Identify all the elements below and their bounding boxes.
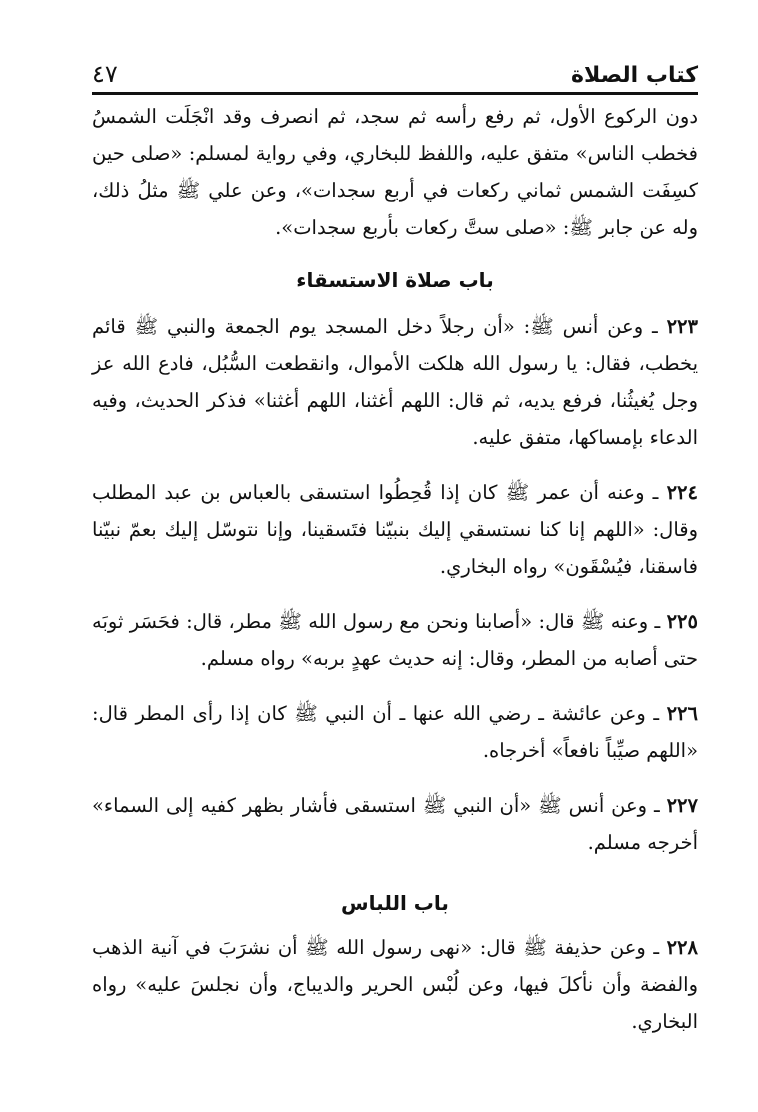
page-header [92,52,698,88]
hadith-227 [92,787,698,861]
hadith-text: ـ وعن أنس ﷺ «أن النبي ﷺ استسقى فأشار بظهر كفيه إلى السماء» أخرجه مسلم. [92,794,698,854]
hadith-223 [92,308,698,456]
section-heading-rain-prayer: باب صلاة الاستسقاء [296,268,494,292]
hadith-224 [92,474,698,585]
hadith-text: ـ وعن حذيفة ﷺ قال: «نهى رسول الله ﷺ أن نشرَبَ في آنية الذهب والفضة وأن نأكلَ فيها، وعن لُبْس الحرير والديباج، وأن نجلسَ عليه» رواه البخاري. [92,936,698,1033]
hadith-number: ٢٢٧ [666,794,698,817]
hadith-text: ـ وعن أنس ﷺ: «أن رجلاً دخل المسجد يوم الجمعة والنبي ﷺ قائم يخطب، فقال: يا رسول الله هلكت الأموال، وانقطعت السُّبُل، فادع الله عز وجل يُغيثُنا، فرفع يديه، ثم قال: اللهم أغثنا، اللهم أغثنا» فذكر الحديث، وفيه الدعاء بإمساكها، متفق عليه. [92,315,698,449]
page-body [92,98,698,1040]
header-rule [92,92,698,95]
hadith-text: ـ وعنه ﷺ قال: «أصابنا ونحن مع رسول الله ﷺ مطر، قال: فحَسَر ثوبَه حتى أصابه من المطر، وقال: إنه حديث عهدٍ بربه» رواه مسلم. [92,610,698,670]
hadith-number: ٢٢٤ [666,481,698,504]
book-title: كتاب الصلاة [571,63,698,88]
hadith-226 [92,695,698,769]
hadith-number: ٢٢٦ [666,702,698,725]
hadith-text: ـ وعن عائشة ـ رضي الله عنها ـ أن النبي ﷺ كان إذا رأى المطر قال: «اللهم صيِّباً نافعاً» أخرجاه. [92,702,698,762]
hadith-228 [92,929,698,1040]
intro-paragraph: دون الركوع الأول، ثم رفع رأسه ثم سجد، ثم انصرف وقد انْجَلَت الشمسُ فخطب الناس» متفق عليه، واللفظ للبخاري، وفي رواية لمسلم: «صلى حين كسِفَت الشمس ثماني ركعات في أربع سجدات»، وعن علي ﷺ مثلُ ذلك، وله عن جابر ﷺ: «صلى ستَّ ركعات بأربع سجدات». [92,105,698,239]
section-heading-clothing: باب اللباس [341,891,449,915]
hadith-number: ٢٢٣ [666,315,698,338]
hadith-text: ـ وعنه أن عمر ﷺ كان إذا قُحِطُوا استسقى بالعباس بن عبد المطلب وقال: «اللهم إنا كنا نستسقي إليك بنبيّنا فتَسقينا، وإنا نتوسّل إليك بعمّ نبيّنا فاسقنا، فيُسْقَون» رواه البخاري. [92,481,698,578]
book-page [92,40,698,1080]
hadith-225 [92,603,698,677]
hadith-number: ٢٢٥ [666,610,698,633]
hadith-number: ٢٢٨ [666,936,698,959]
page-number: ٤٧ [92,60,118,88]
